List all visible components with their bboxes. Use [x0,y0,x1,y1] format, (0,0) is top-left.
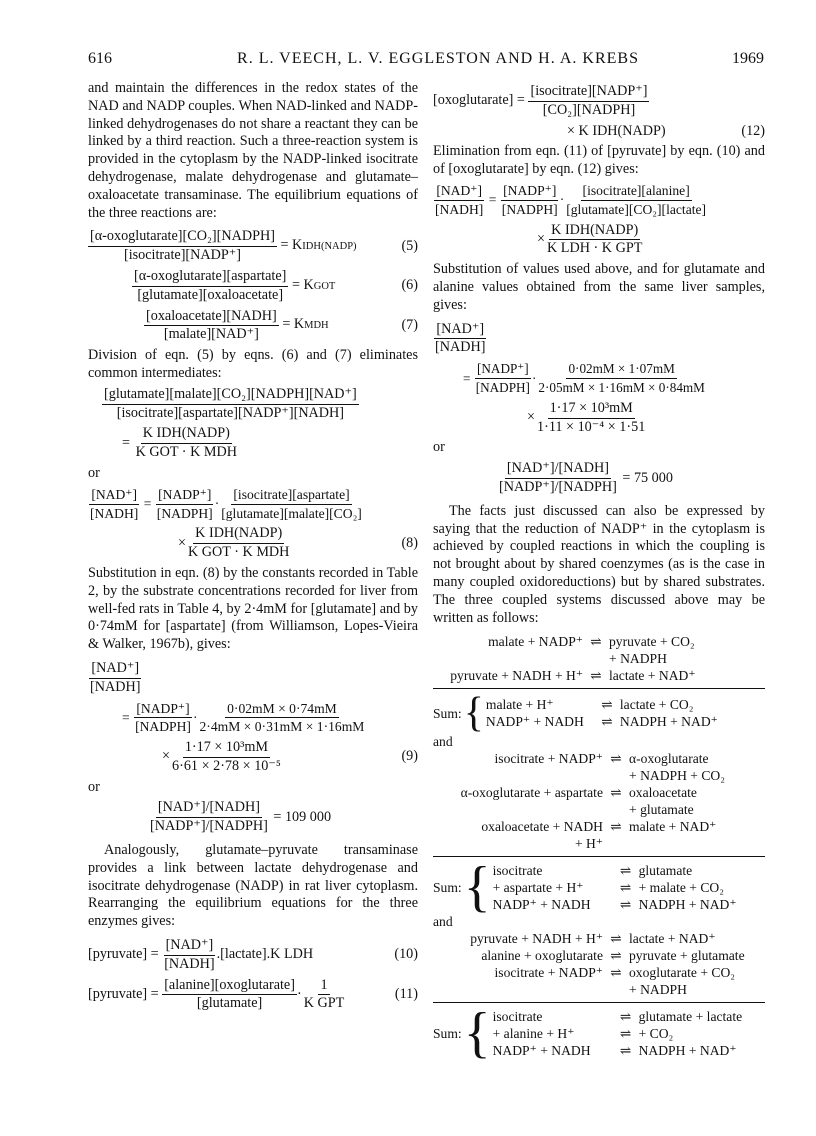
reaction-arrow: ⇌ [610,751,622,767]
coupled-reactions [433,633,765,1065]
sum-label: Sum: [433,879,462,895]
or-label: or [88,778,100,795]
reaction-lhs: isocitrate [492,1008,543,1024]
reaction-rhs: + malate + CO₂ [638,879,724,895]
reaction-row [493,1025,743,1042]
substitution-factor: × $\frac{\text{1·17 × 10³mM}}{\text{1·11 × 10⁻⁴ × 1·51}}$ [527,399,646,435]
reaction-rhs: lactate + NAD⁺ [629,931,716,947]
paragraph: Elimination from eqn. (11) of [pyruvate] by eqn. (10) and of [oxoglutarate] by eqn. (12) gives: [433,143,765,178]
result-ratio-2: $\frac{\text{[NAD⁺]/[NADH]}}{\text{[NADP⁺]/[NADPH]}}$ = 75 000 [499,460,673,495]
sum-label: Sum: [433,705,462,721]
reaction-rhs: + CO₂ [638,1025,674,1041]
reaction-row [486,713,718,730]
reaction-rhs: + NADPH [609,651,667,667]
reaction-rhs: malate + NAD⁺ [629,819,717,835]
reaction-lhs: + H⁺ [574,836,603,852]
paragraph: The facts just discussed can also be expressed by saying that the reduction of NADP⁺ in the cytoplasm is achieved by coupled reactions in which the coupling is not brought about by shared coenzymes (as is the case in many coupled oxidoreductions) but by shared substrates. The three coupled systems discussed above may be written as follows: [433,502,765,626]
equation-10: [pyruvate] = $\frac{\text{[NAD⁺]}}{\text{[NADH]}}$ .[lactate].K LDH (10) [88,937,418,972]
reaction-row [493,1042,743,1059]
reaction-rhs: + NADPH + CO₂ [629,768,725,784]
paragraph: Division of eqn. (5) by eqns. (6) and (7) eliminates common intermediates: [88,347,418,381]
page-header [88,50,764,74]
reaction-arrow: ⇌ [619,879,632,895]
equation-11: [pyruvate] = $\frac{\text{[alanine][oxoglutarate]}}{\text{[glutamate]}}$ · $\frac{1}{\text{K GPT}}$ (11) [88,976,418,1012]
reaction-lhs: + alanine + H⁺ [492,1025,575,1041]
reaction-arrow: ⇌ [601,697,613,713]
reaction-lhs: oxaloacetate + NADH [481,819,603,835]
brace-glyph: { [463,1002,491,1065]
reaction-row [493,879,737,896]
division-equation-rhs: = $\frac{\text{K IDH(NADP)}}{\text{K GOT · K MDH}}$ [122,425,237,461]
reaction-lhs [433,650,583,667]
reaction-rhs: oxaloacetate [629,785,697,801]
elimination-equation: $\frac{\text{[NAD⁺]}}{\text{[NADH]}}$ = $\frac{\text{[NADP⁺]}}{\text{[NADPH]}}$ · $\frac{\text{[isocitrate][alanine]}}{\text{[glutamate][CO₂][lactate]}}$ [435,182,707,217]
reaction-lhs: isocitrate + NADP⁺ [494,965,603,981]
and-label: and [433,914,453,930]
reaction-arrow: ⇌ [610,819,622,835]
reaction-row [433,633,765,650]
reaction-lhs: alanine + oxoglutarate [481,948,603,964]
reaction-arrow [603,767,629,784]
reaction-rhs: + glutamate [629,802,694,818]
reaction-arrow: ⇌ [590,668,602,684]
reaction-row [433,767,765,784]
reaction-arrow: ⇌ [610,785,622,801]
divider [433,688,765,689]
equation-12: [oxoglutarate] = $\frac{\text{[isocitrate][NADP⁺]}}{\text{[CO₂][NADPH]}}$ [433,83,648,118]
reaction-rhs: NADPH + NAD⁺ [638,1042,737,1058]
reaction-row [486,696,718,713]
reaction-rhs: lactate + CO₂ [619,697,694,713]
right-column [433,80,765,1065]
reaction-arrow [583,650,609,667]
reaction-group [433,633,765,684]
reaction-lhs: malate + NADP⁺ [488,634,583,650]
brace-glyph: { [463,856,491,919]
page-number: 616 [88,50,112,67]
reaction-arrow: ⇌ [619,1008,632,1024]
and-label: and [433,734,453,750]
reaction-lhs: pyruvate + NADH + H⁺ [470,931,603,947]
reaction-row [433,801,765,818]
sum-block [433,690,765,737]
brace-glyph: { [463,690,484,737]
paragraph: Substitution in eqn. (8) by the constants recorded in Table 2, by the substrate concentrations recorded for liver from well-fed rats in Table 4, by 2·4mM for [glutamate] and by 0·74mM for [aspartate] (from Williamson, Lopes-Vieira & Walker, 1967b), gives: [88,564,418,653]
reaction-row [433,784,765,801]
reaction-lhs: isocitrate + NADP⁺ [494,751,603,767]
reaction-rhs: NADPH + NAD⁺ [619,714,718,730]
reaction-row [433,818,765,835]
paragraph: Substitution of values used above, and for glutamate and alanine values obtained from the same liver samples, gives: [433,261,765,313]
reaction-arrow: ⇌ [619,1025,632,1041]
reaction-rhs: oxoglutarate + CO₂ [629,965,736,981]
reaction-arrow [603,835,629,852]
reaction-lhs: NADP⁺ + NADH [492,1042,591,1058]
reaction-rhs: α-oxoglutarate [629,751,709,767]
equation-7: $\frac{\text{[oxaloacetate][NADH]}}{\text{[malate][NAD⁺]}}$ = KMDH (7) [146,307,418,343]
reaction-rhs: glutamate + lactate [638,1008,743,1024]
reaction-row [433,964,765,981]
reaction-arrow [603,981,629,998]
reaction-arrow: ⇌ [619,896,632,912]
reaction-rhs: NADPH + NAD⁺ [638,896,737,912]
reaction-lhs: NADP⁺ + NADH [485,714,584,730]
substitution-lhs: $\frac{\text{[NAD⁺]}}{\text{[NADH]}}$ [435,320,486,356]
sum-block [433,1002,765,1065]
reaction-arrow: ⇌ [619,1042,632,1058]
reaction-arrow [603,801,629,818]
reaction-row [433,835,765,852]
or-label: or [88,464,100,481]
reaction-lhs: pyruvate + NADH + H⁺ [450,668,583,684]
reaction-group [493,862,737,913]
reaction-lhs [433,767,603,784]
reaction-row [433,947,765,964]
elimination-factor: × $\frac{\text{K IDH(NADP)}}{\text{K LDH · K GPT}}$ [537,221,643,257]
reaction-rhs: + NADPH [629,982,687,998]
reaction-rhs: glutamate [638,862,693,878]
left-column [88,80,418,1016]
equation-8-factor: × $\frac{\text{K IDH(NADP)}}{\text{K GOT · K MDH}}$ (8) [178,525,418,561]
reaction-lhs [433,981,603,998]
reaction-row [433,750,765,767]
reaction-row [433,981,765,998]
reaction-row [493,862,737,879]
paragraph: Analogously, glutamate–pyruvate transaminase provides a link between lactate dehydrogenase and isocitrate dehydrogenase (NADP) in rat liver cytoplasm. Rearranging the equilibrium equations for the three enzymes gives: [88,842,418,930]
reaction-group [493,1008,743,1059]
equation-12-factor: × K IDH(NADP) (12) [567,122,765,139]
reaction-arrow: ⇌ [601,714,613,730]
reaction-lhs: isocitrate [492,862,543,878]
reaction-arrow: ⇌ [590,634,602,650]
reaction-rhs: pyruvate + CO₂ [609,634,695,650]
reaction-group [486,696,718,730]
reaction-arrow: ⇌ [610,965,622,981]
year: 1969 [732,50,764,67]
reaction-group [433,750,765,852]
reaction-arrow: ⇌ [619,862,632,878]
reaction-lhs: malate + H⁺ [485,697,554,713]
reaction-row [433,930,765,947]
or-label: or [433,439,445,456]
reaction-rhs: lactate + NAD⁺ [609,668,696,684]
sum-label: Sum: [433,1025,462,1041]
reaction-lhs: + aspartate + H⁺ [492,879,584,895]
running-authors: R. L. VEECH, L. V. EGGLESTON AND H. A. KREBS [237,50,639,67]
equation-9-factor: × $\frac{\text{1·17 × 10³mM}}{\text{6·61 × 2·78 × 10⁻⁵}}$ (9) [162,739,418,774]
equation-6: $\frac{\text{[α-oxoglutarate][aspartate]}}{\text{[glutamate][oxaloacetate]}}$ = KGOT (6) [134,267,418,303]
sum-block [433,856,765,919]
reaction-row [493,896,737,913]
reaction-lhs: NADP⁺ + NADH [492,896,591,912]
equation-9-lhs: $\frac{\text{[NAD⁺]}}{\text{[NADH]}}$ [90,659,141,695]
equation-5: $\frac{\text{[α-oxoglutarate][CO₂][NADPH]}}{\text{[isocitrate][NADP⁺]}}$ = KIDH(NADP) (5) [90,228,418,264]
reaction-arrow: ⇌ [610,931,622,947]
equation-9: = $\frac{\text{[NADP⁺]}}{\text{[NADPH]}}$ · $\frac{0\cdot 02mM \times 0\cdot 74mM}{2\cdot 4mM \times 0\cdot 31mM \times 1\cdot 16mM}$ [122,700,365,735]
reaction-arrow: ⇌ [610,948,622,964]
division-equation: $\frac{\text{[glutamate][malate][CO₂][NADPH][NAD⁺]}}{\text{[isocitrate][aspartate][NADP⁺][NADH]}}$ [104,385,357,421]
reaction-row [433,650,765,667]
reaction-row [433,667,765,684]
reaction-lhs [433,801,603,818]
equation-8: $\frac{\text{[NAD⁺]}}{\text{[NADH]}}$ = $\frac{\text{[NADP⁺]}}{\text{[NADPH]}}$ · $\frac{\text{[isocitrate][aspartate]}}{\text{[glutamate][malate][CO₂]}}$ [90,486,362,521]
reaction-group [433,930,765,998]
reaction-row [493,1008,743,1025]
paragraph: and maintain the differences in the redox states of the NAD and NADP couples. When NAD-linked and NADP-linked dehydrogenases do not share a reactant they can be linked by a third reaction. Such a three-reaction system is provided in the cytoplasm by the NADP-linked isocitrate dehydrogenase, malate dehydrogenase and glutamate–oxaloacetate transaminase. The equilibrium equations of the three reactions are: [88,80,418,221]
reaction-rhs: pyruvate + glutamate [629,948,745,964]
result-ratio-1: $\frac{\text{[NAD⁺]/[NADH]}}{\text{[NADP⁺]/[NADPH]}}$ = 109 000 [150,799,332,835]
substitution-equation: = $\frac{\text{[NADP⁺]}}{\text{[NADPH]}}$ · $\frac{0\cdot 02mM \times 1\cdot 07mM}{2\cdot 05mM \times 1\cdot 16mM \times 0\cdot 84mM}$ [463,361,705,395]
reaction-lhs: α-oxoglutarate + aspartate [460,785,603,801]
